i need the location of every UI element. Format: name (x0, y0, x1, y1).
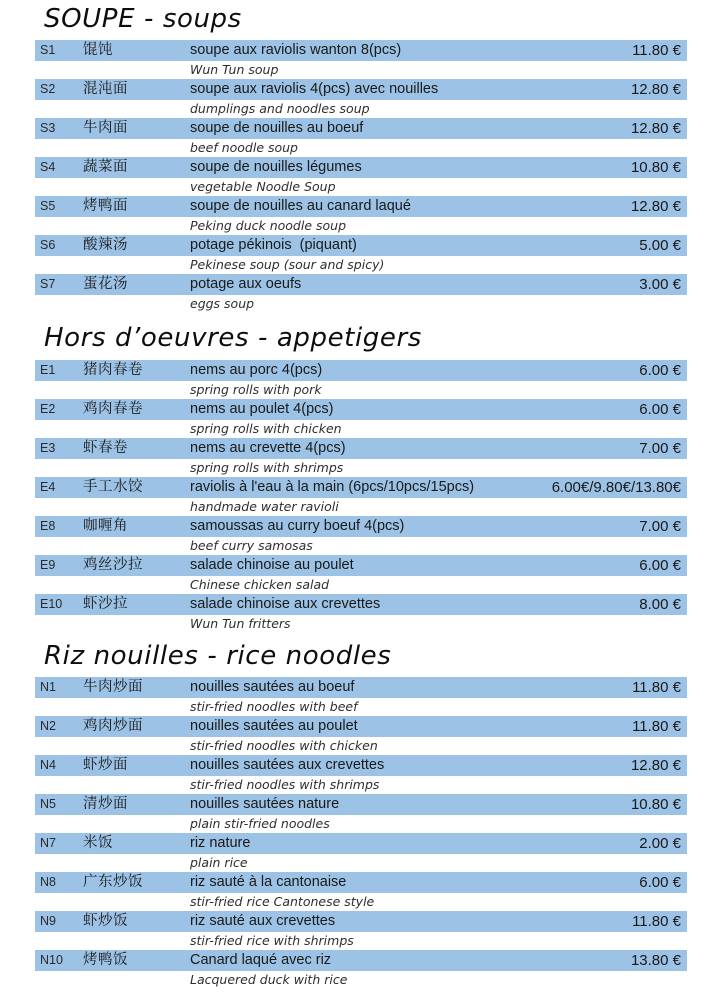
item-code: E8 (40, 518, 56, 533)
item-code: E1 (40, 362, 56, 377)
item-name-french: salade chinoise aux crevettes (190, 595, 381, 612)
item-price: 11.80 € (632, 678, 681, 696)
item-price: 3.00 € (639, 276, 681, 294)
menu-item-row (35, 716, 687, 737)
menu-item (0, 235, 707, 274)
item-code: N2 (40, 718, 56, 733)
menu-item (0, 79, 707, 118)
item-code: E9 (40, 557, 56, 572)
item-price: 13.80 € (630, 951, 681, 969)
item-code: N8 (40, 874, 56, 889)
item-name-french: nems au crevette 4(pcs) (190, 439, 346, 456)
item-name-french: soupe aux raviolis wanton 8(pcs) (190, 42, 402, 59)
item-name-english: handmade water ravioli (35, 498, 687, 516)
item-name-english: plain stir-fried noodles (35, 815, 687, 833)
item-price: 10.80 € (630, 159, 681, 177)
menu-item (0, 594, 707, 633)
item-name-english: Wun Tun fritters (35, 615, 687, 633)
item-name-english: eggs soup (35, 295, 687, 313)
item-code: N4 (40, 757, 56, 772)
section-title-soupe: SOUPE - soups (44, 4, 242, 34)
menu-item-row (35, 872, 687, 893)
item-name-chinese: 鸡肉炒面 (83, 717, 143, 734)
item-name-english: stir-fried noodles with beef (35, 698, 687, 716)
menu-item-row (35, 911, 687, 932)
item-name-english: beef noodle soup (35, 139, 687, 157)
item-name-chinese: 牛肉炒面 (83, 678, 143, 695)
menu-item-row (35, 477, 687, 498)
menu-item (0, 399, 707, 438)
item-name-french: soupe aux raviolis 4(pcs) avec nouilles (190, 81, 439, 98)
menu-item (0, 794, 707, 833)
item-name-english: spring rolls with shrimps (35, 459, 687, 477)
menu-item (0, 911, 707, 950)
menu-item-row (35, 399, 687, 420)
item-name-english: Wun Tun soup (35, 61, 687, 79)
item-name-french: samoussas au curry boeuf 4(pcs) (190, 517, 405, 534)
item-price: 8.00 € (639, 595, 681, 613)
item-name-chinese: 蛋花汤 (83, 276, 128, 293)
item-name-chinese: 鸡肉春卷 (83, 400, 143, 417)
item-name-english: spring rolls with chicken (35, 420, 687, 438)
item-name-french: nems au poulet 4(pcs) (190, 400, 334, 417)
menu-item (0, 872, 707, 911)
item-name-english: stir-fried noodles with shrimps (35, 776, 687, 794)
item-code: N9 (40, 913, 56, 928)
item-name-english: stir-fried noodles with chicken (35, 737, 687, 755)
item-name-english: Lacquered duck with rice (35, 971, 687, 989)
item-name-chinese: 虾炒面 (83, 756, 128, 773)
item-price: 6.00 € (639, 361, 681, 379)
menu-item (0, 477, 707, 516)
item-code: N10 (40, 952, 63, 967)
item-name-english: beef curry samosas (35, 537, 687, 555)
item-price: 12.80 € (630, 198, 681, 216)
item-name-french: potage aux oeufs (190, 276, 302, 293)
menu-item-row (35, 794, 687, 815)
item-name-french: nouilles sautées au poulet (190, 717, 358, 734)
item-price: 6.00€/9.80€/13.80€ (551, 478, 681, 496)
menu-item (0, 40, 707, 79)
menu-item (0, 516, 707, 555)
item-name-english: Peking duck noodle soup (35, 217, 687, 235)
section-soupe (0, 6, 707, 313)
item-name-chinese: 蔬菜面 (83, 159, 128, 176)
menu-item-row (35, 118, 687, 139)
item-name-french: riz sauté à la cantonaise (190, 873, 347, 890)
item-name-chinese: 虾春卷 (83, 439, 128, 456)
item-code: S1 (40, 43, 56, 58)
item-price: 6.00 € (639, 556, 681, 574)
item-name-chinese: 牛肉面 (83, 120, 128, 137)
menu-item (0, 157, 707, 196)
menu-item (0, 716, 707, 755)
item-name-french: nouilles sautées nature (190, 795, 340, 812)
item-code: S5 (40, 199, 56, 214)
item-name-english: Chinese chicken salad (35, 576, 687, 594)
item-code: E10 (40, 596, 63, 611)
menu-item-row (35, 555, 687, 576)
item-name-english: spring rolls with pork (35, 381, 687, 399)
menu-item (0, 196, 707, 235)
item-name-english: dumplings and noodles soup (35, 100, 687, 118)
menu-item (0, 438, 707, 477)
menu-item-row (35, 196, 687, 217)
item-name-english: stir-fried rice with shrimps (35, 932, 687, 950)
item-price: 5.00 € (639, 237, 681, 255)
menu-item (0, 950, 707, 989)
item-name-chinese: 酸辣汤 (83, 237, 128, 254)
menu-item-row (35, 40, 687, 61)
item-price: 10.80 € (630, 795, 681, 813)
item-name-chinese: 清炒面 (83, 795, 128, 812)
section-title-hors-doeuvres: Hors d’oeuvres - appetigers (44, 323, 422, 354)
menu-item-row (35, 438, 687, 459)
item-price: 7.00 € (639, 517, 681, 535)
menu-item-row (35, 274, 687, 295)
item-price: 7.00 € (639, 439, 681, 457)
item-code: E2 (40, 401, 56, 416)
item-price: 6.00 € (639, 873, 681, 891)
menu-item-row (35, 157, 687, 178)
menu-item (0, 833, 707, 872)
item-name-english: plain rice (35, 854, 687, 872)
item-name-chinese: 米饭 (83, 834, 113, 851)
section-hors-doeuvres (0, 325, 707, 632)
item-price: 12.80 € (630, 120, 681, 138)
item-name-chinese: 猪肉春卷 (83, 361, 143, 378)
menu-item-row (35, 677, 687, 698)
item-name-chinese: 广东炒饭 (83, 873, 143, 890)
item-price: 2.00 € (639, 834, 681, 852)
menu-item (0, 274, 707, 313)
item-code: S7 (40, 277, 56, 292)
item-name-french: nouilles sautées au boeuf (190, 678, 355, 695)
menu-item-row (35, 950, 687, 971)
menu-item-row (35, 833, 687, 854)
item-name-chinese: 手工水饺 (83, 478, 143, 495)
item-name-chinese: 鸡丝沙拉 (83, 556, 143, 573)
menu-item-row (35, 516, 687, 537)
item-name-english: Pekinese soup (sour and spicy) (35, 256, 687, 274)
item-code: N1 (40, 679, 56, 694)
menu-item-row (35, 79, 687, 100)
menu-item-row (35, 594, 687, 615)
item-name-french: riz sauté aux crevettes (190, 912, 336, 929)
item-name-french: soupe de nouilles légumes (190, 159, 362, 176)
menu-page (0, 6, 707, 1006)
item-name-english: vegetable Noodle Soup (35, 178, 687, 196)
item-name-english: stir-fried rice Cantonese style (35, 893, 687, 911)
item-code: S4 (40, 160, 56, 175)
item-code: S2 (40, 82, 56, 97)
item-code: N7 (40, 835, 56, 850)
item-name-french: potage pékinois (piquant) (190, 237, 357, 254)
menu-item-row (35, 235, 687, 256)
item-name-french: soupe de nouilles au canard laqué (190, 198, 411, 215)
menu-item (0, 755, 707, 794)
item-name-french: raviolis à l'eau à la main (6pcs/10pcs/15pcs) (190, 478, 475, 495)
menu-item-row (35, 360, 687, 381)
section-items-hors-doeuvres (0, 360, 707, 633)
section-riz-nouilles (0, 640, 707, 989)
item-name-french: riz nature (190, 834, 251, 851)
item-name-french: nouilles sautées aux crevettes (190, 756, 385, 773)
item-code: E4 (40, 479, 56, 494)
section-items-riz-nouilles (0, 677, 707, 989)
item-name-chinese: 烤鸭面 (83, 198, 128, 215)
item-code: E3 (40, 440, 56, 455)
item-name-chinese: 虾沙拉 (83, 595, 128, 612)
item-price: 12.80 € (630, 756, 681, 774)
item-name-french: Canard laqué avec riz (190, 951, 332, 968)
item-name-chinese: 混沌面 (83, 81, 128, 98)
section-items-soupe (0, 40, 707, 313)
item-price: 11.80 € (632, 717, 681, 735)
item-price: 11.80 € (632, 42, 681, 60)
section-title-riz-nouilles: Riz nouilles - rice noodles (44, 640, 392, 671)
item-name-chinese: 咖喱角 (83, 517, 128, 534)
item-name-chinese: 馄饨 (83, 42, 113, 59)
item-name-chinese: 烤鸭饭 (83, 951, 128, 968)
item-code: S3 (40, 121, 56, 136)
menu-item (0, 118, 707, 157)
menu-item (0, 555, 707, 594)
item-price: 11.80 € (632, 912, 681, 930)
item-name-french: salade chinoise au poulet (190, 556, 354, 573)
menu-item-row (35, 755, 687, 776)
item-name-chinese: 虾炒饭 (83, 912, 128, 929)
item-price: 12.80 € (630, 81, 681, 99)
menu-item (0, 360, 707, 399)
menu-item (0, 677, 707, 716)
item-code: S6 (40, 238, 56, 253)
item-code: N5 (40, 796, 56, 811)
item-name-french: nems au porc 4(pcs) (190, 361, 323, 378)
item-name-french: soupe de nouilles au boeuf (190, 120, 364, 137)
item-price: 6.00 € (639, 400, 681, 418)
